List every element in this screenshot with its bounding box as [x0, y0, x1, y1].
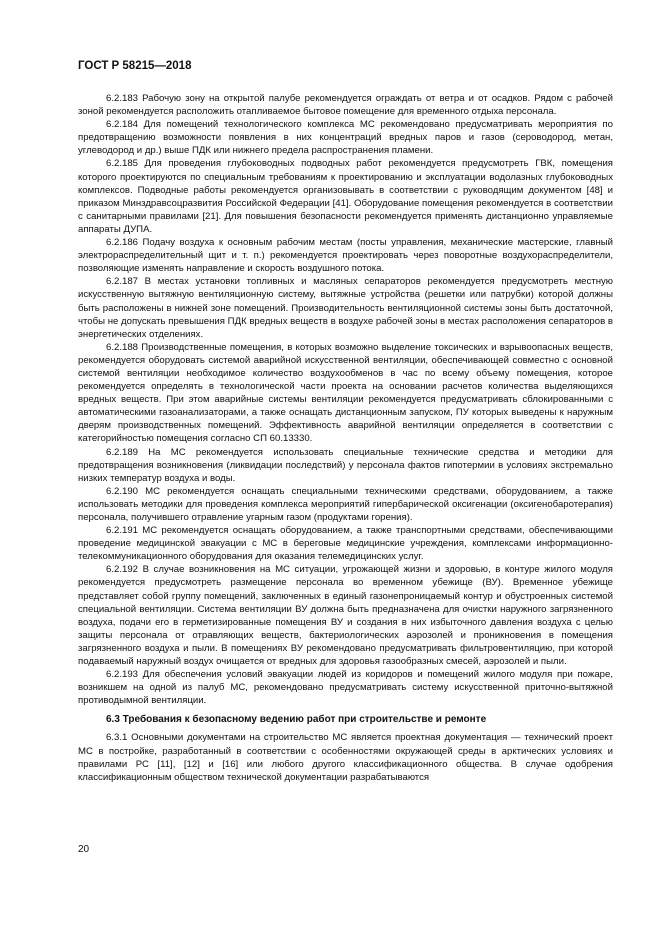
paragraph-6-2-191: 6.2.191 МС рекомендуется оснащать оборудованием, а также транспортными средствами, обеспечивающими проведение медицинской эвакуации с МС в береговые медицинские учреждения, комплексами информационно-телекоммуникационного оборудования для оказания телемедицинских услуг.: [78, 525, 613, 563]
paragraph-6-2-184: 6.2.184 Для помещений технологического комплекса МС рекомендовано предусматривать мероприятия по предотвращению возможности появления в них концентраций вредных паров и газов (сероводород, метан, углеводород и др.) выше ПДК или нижнего предела распространения пламени.: [78, 119, 613, 157]
paragraph-6-2-187: 6.2.187 В местах установки топливных и масляных сепараторов рекомендуется предусмотреть местную искусственную вытяжную вентиляционную систему, вытяжные устройства (решетки или патрубки) которой должны быть расположены в нижней зоне помещений. Производительность вентиляционной системы зоны быть достаточной, чтобы не допускать превышения ПДК вредных веществ в воздухе рабочей зоны в местах расположения сепараторов в энергетических отделениях.: [78, 276, 613, 340]
paragraph-6-3-1: 6.3.1 Основными документами на строительство МС является проектная документация — технический проект МС в постройке, разработанный в соответствии с особенностями окружающей среды в арктических условиях и правилами РС [11], [12] и [16] или любого другого классификационного общества. В случае одобрения классификационным обществом технической документации разрабатываются: [78, 732, 613, 783]
paragraph-6-2-189: 6.2.189 На МС рекомендуется использовать специальные технические средства и методики для предотвращения возникновения (ликвидации последствий) у персонала фактов гипотермии в условиях экстремально низких температур воздуха и воды.: [78, 446, 613, 484]
paragraph-6-2-188: 6.2.188 Производственные помещения, в которых возможно выделение токсических и взрывоопасных веществ, рекомендуется оборудовать системой аварийной искусственной вентиляции, обеспечивающей совместно с основной системой вентиляции необходимое количество воздухообменов в час по всему объему помещения, которое рекомендуется определять в технологической части проекта на основании расчетов количества выделяющихся вредных веществ. При этом аварийные системы вентиляции рекомендуется предусматривать сблокированными с автоматическими газоанализаторами, а также оснащать дистанционным запуском, ПУ которых выведены к наружным дверям производственных помещений. Эффективность аварийной вентиляции определяется в соответствии с категорийностью помещения согласно СП 60.13330.: [78, 341, 613, 445]
paragraph-6-2-192: 6.2.192 В случае возникновения на МС ситуации, угрожающей жизни и здоровью, в контуре жилого модуля рекомендуется предусмотреть размещение персонала во временном убежище (ВУ). Временное убежище представляет собой группу помещений, заключенных в единый газонепроницаемый контур и обустроенных системой специальной вентиляции. Система вентиляции ВУ должна быть предназначена для очистки наружного загрязненного воздуха, подачи его в герметизированные помещения ВУ и создания в них избыточного давления воздуха с целью защиты персонала от отравляющих веществ, бактериологических аэрозолей и проникновения в помещения загрязненного воздуха и пыли. В помещениях ВУ рекомендовано предусматривать фильтровентиляцию, при которой подаваемый наружный воздух очищается от вредных для здоровья газообразных смесей, аэрозолей и пыли.: [78, 564, 613, 668]
paragraph-6-2-190: 6.2.190 МС рекомендуется оснащать специальными техническими средствами, оборудованием, а также использовать методики для проведения комплекса мероприятий гипербарической оксигенации (оксигенобаротерапия) персонала, получившего отравление угарным газом (продуктами горения).: [78, 485, 613, 523]
section-heading-6-3: 6.3 Требования к безопасному ведению работ при строительстве и ремонте: [106, 714, 487, 726]
paragraph-6-2-183: 6.2.183 Рабочую зону на открытой палубе рекомендуется ограждать от ветра и от осадков. Рядом с рабочей зоной рекомендуется расположить отапливаемое бытовое помещение для временного отдыха персонала.: [78, 93, 613, 118]
document-header: ГОСТ Р 58215—2018: [78, 60, 192, 72]
paragraph-6-2-186: 6.2.186 Подачу воздуха к основным рабочим местам (посты управления, механические мастерские, главный электрораспределительный щит и т. п.) рекомендуется проектировать через поворотные воздухораспределители, позволяющие изменять направление и скорость воздушного потока.: [78, 237, 613, 275]
document-body: [78, 92, 613, 784]
paragraph-6-2-193: 6.2.193 Для обеспечения условий эвакуации людей из коридоров и помещений жилого модуля при пожаре, возникшем на одной из палуб МС, рекомендовано предусматривать систему искусственной приточно-вытяжной противодымной вентиляции.: [78, 669, 613, 707]
paragraph-6-2-185: 6.2.185 Для проведения глубоководных подводных работ рекомендуется предусмотреть ГВК, помещения которого проектируются по специальным требованиям к проектированию и эксплуатации водолазных глубоководных комплексов. Подводные работы рекомендуется организовывать в соответствии с руководящим документом [48] и приказом Минздравсоцразвития Российской Федерации [41]. Оборудование помещения рекомендуется в соответствии с санитарными правилами [21]. Для повышения безопасности рекомендуется применять дистанционно управляемые аппараты ДУПА.: [78, 158, 613, 235]
page-number: 20: [78, 844, 90, 855]
